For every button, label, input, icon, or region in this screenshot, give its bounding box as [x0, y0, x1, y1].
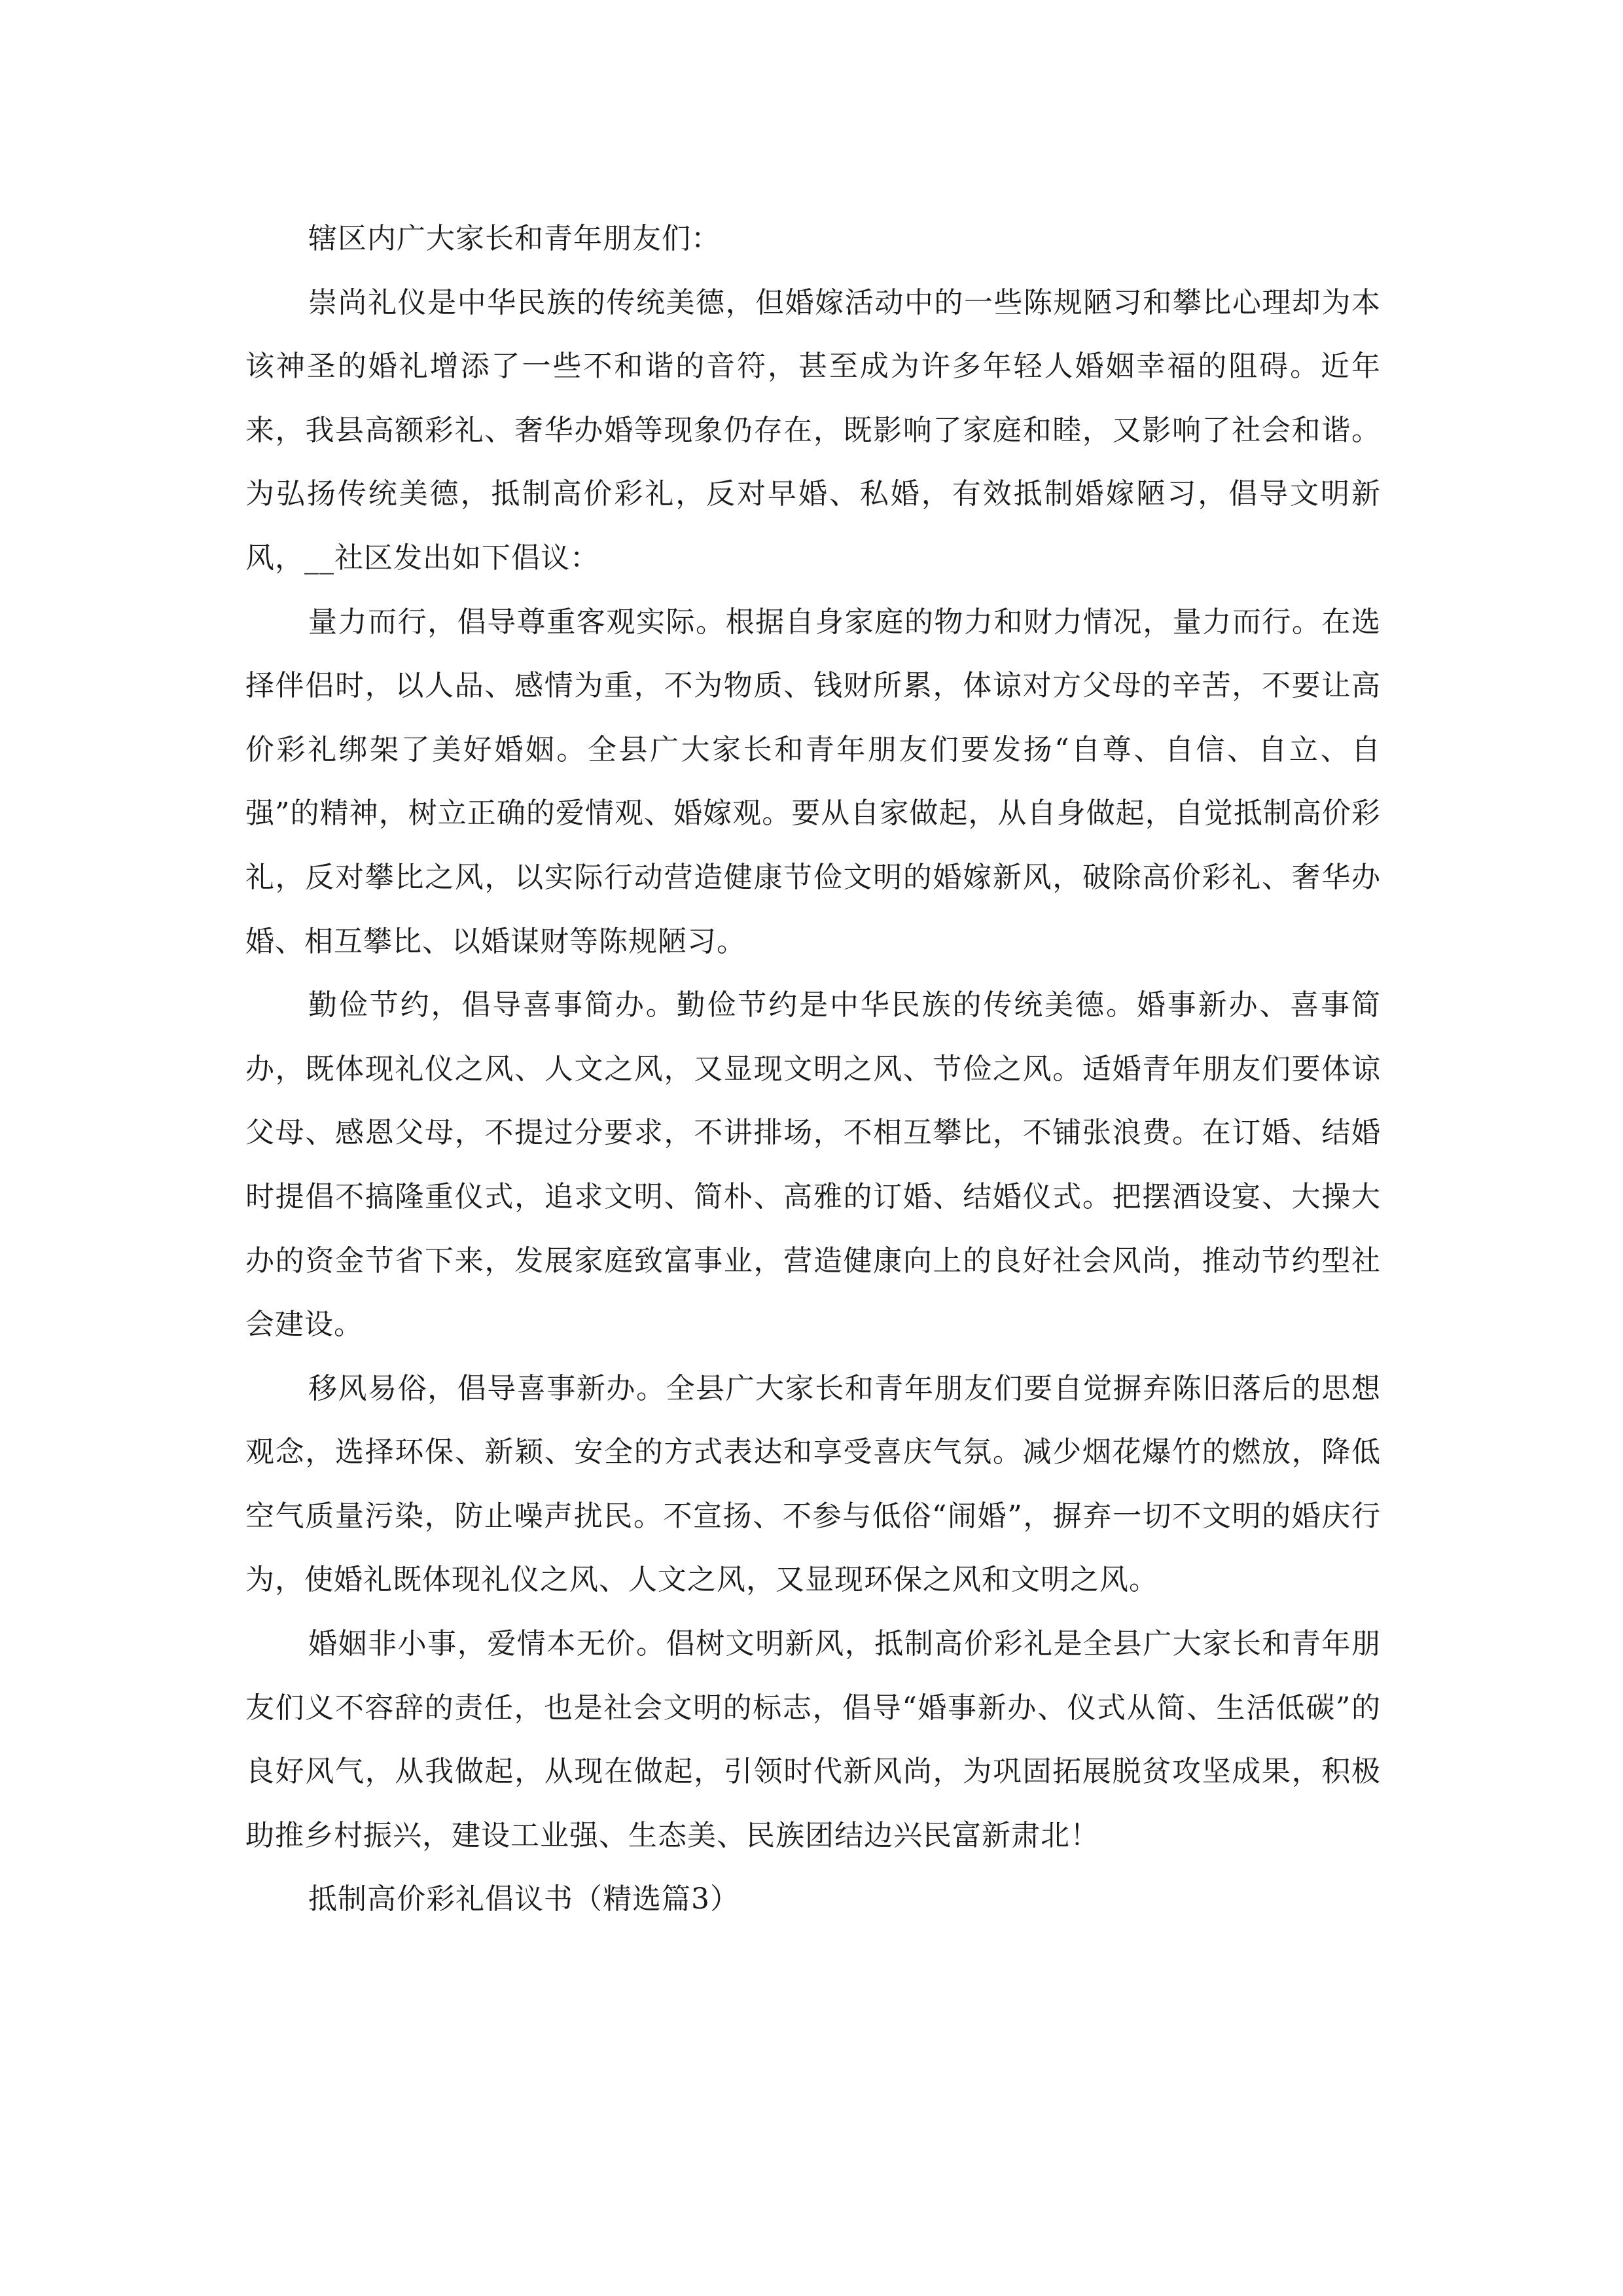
paragraph-frugality: 勤俭节约，倡导喜事简办。勤俭节约是中华民族的传统美德。婚事新办、喜事简办，既体现礼仪之风、人文之风，又显现文明之风、节俭之风。适婚青年朋友们要体谅父母、感恩父母，不提过分要求，不讲排场，不相互攀比，不铺张浪费。在订婚、结婚时提倡不搞隆重仪式，追求文明、简朴、高雅的订婚、结婚仪式。把摆酒设宴、大操大办的资金节省下来，发展家庭致富事业，营造健康向上的良好社会风尚，推动节约型社会建设。 [245, 988, 1381, 1342]
salutation: 辖区内广大家长和青年朋友们： [308, 222, 721, 255]
paragraph-moderation: 量力而行，倡导尊重客观实际。根据自身家庭的物力和财力情况，量力而行。在选择伴侣时，以人品、感情为重，不为物质、钱财所累，体谅对方父母的辛苦，不要让高价彩礼绑架了美好婚姻。全县广大家长和青年朋友们要发扬“自尊、自信、自立、自强”的精神，树立正确的爱情观、婚嫁观。要从自家做起，从自身做起，自觉抵制高价彩礼，反对攀比之风，以实际行动营造健康节俭文明的婚嫁新风，破除高价彩礼、奢华办婚、相互攀比、以婚谋财等陈规陋习。 [245, 605, 1381, 958]
paragraph-intro: 崇尚礼仪是中华民族的传统美德，但婚嫁活动中的一些陈规陋习和攀比心理却为本该神圣的婚礼增添了一些不和谐的音符，甚至成为许多年轻人婚姻幸福的阻碍。近年来，我县高额彩礼、奢华办婚等现象仍存在，既影响了家庭和睦，又影响了社会和谐。为弘扬传统美德，抵制高价彩礼，反对早婚、私婚，有效抵制婚嫁陋习，倡导文明新风，__社区发出如下倡议： [245, 285, 1381, 575]
paragraph-conclusion: 婚姻非小事，爱情本无价。倡树文明新风，抵制高价彩礼是全县广大家长和青年朋友们义不容辞的责任，也是社会文明的标志，倡导“婚事新办、仪式从简、生活低碳”的良好风气，从我做起，从现在做起，引领时代新风尚，为巩固拓展脱贫攻坚成果，积极助推乡村振兴，建设工业强、生态美、民族团结边兴民富新肃北！ [245, 1627, 1381, 1852]
document-body [245, 207, 1381, 1931]
next-section-heading: 抵制高价彩礼倡议书（精选篇3） [308, 1882, 740, 1916]
paragraph-customs: 移风易俗，倡导喜事新办。全县广大家长和青年朋友们要自觉摒弃陈旧落后的思想观念，选择环保、新颖、安全的方式表达和享受喜庆气氛。减少烟花爆竹的燃放，降低空气质量污染，防止噪声扰民。不宣扬、不参与低俗“闹婚”，摒弃一切不文明的婚庆行为，使婚礼既体现礼仪之风、人文之风，又显现环保之风和文明之风。 [245, 1371, 1381, 1597]
